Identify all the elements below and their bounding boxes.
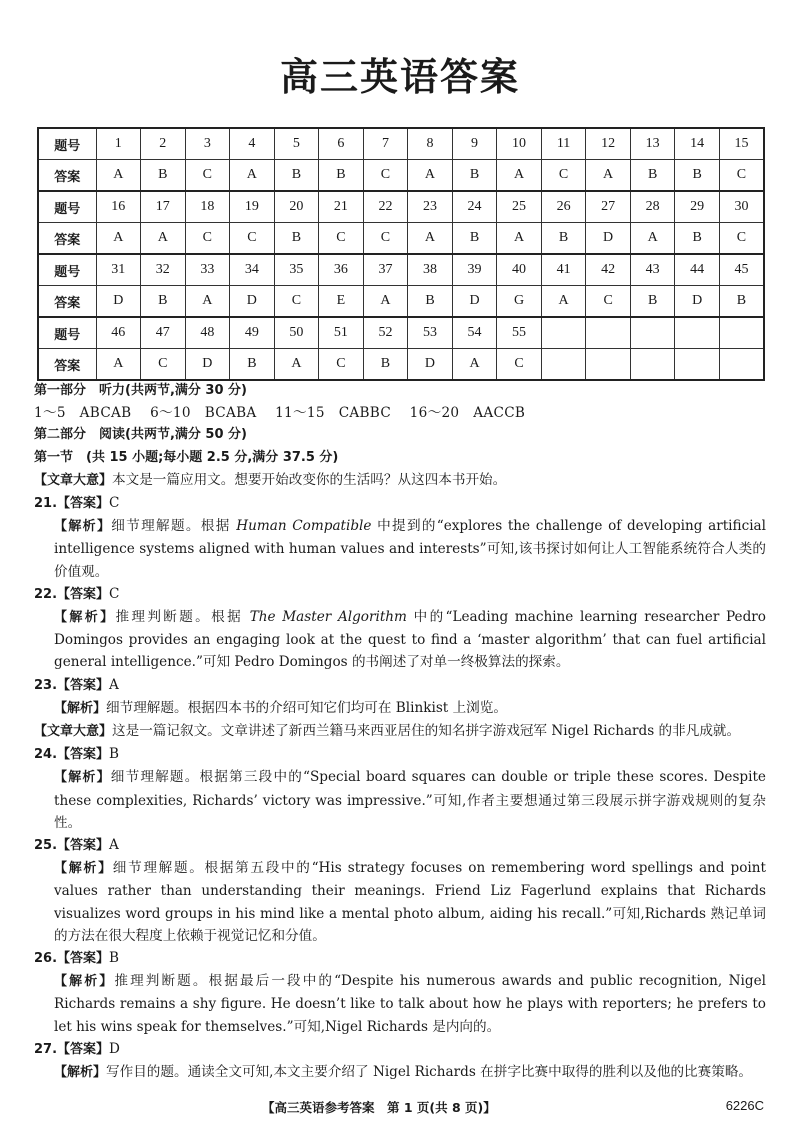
question-number-cell: 50	[274, 317, 319, 349]
answer-row	[38, 286, 764, 318]
question-number-cell: 36	[319, 254, 364, 286]
passage-b-summary: 【文章大意】这是一篇记叙文。文章讲述了新西兰籍马来西亚居住的知名拼字游戏冠军 Nigel Richards 的非凡成就。	[34, 723, 741, 740]
question-number-cell: 52	[363, 317, 408, 349]
question-number-cell: 38	[408, 254, 453, 286]
question-number-cell: 37	[363, 254, 408, 286]
answer-cell: B	[675, 223, 720, 255]
answer-cell: A	[586, 160, 631, 192]
answer-cell: D	[230, 286, 275, 318]
answer-cell: D	[185, 349, 230, 381]
part2-heading: 第二部分 阅读(共两节,满分 50 分)	[34, 427, 247, 443]
answer-cell: A	[541, 286, 586, 318]
question-number-cell: 48	[185, 317, 230, 349]
answer-cell: B	[675, 160, 720, 192]
question-number-cell: 29	[675, 191, 720, 223]
question-label-cell: 题号	[38, 191, 96, 223]
question-number-cell	[719, 317, 764, 349]
answer-label-cell: 答案	[38, 349, 96, 381]
question-number-row	[38, 317, 764, 349]
answer-cell: G	[497, 286, 542, 318]
question-number-cell: 1	[96, 128, 141, 160]
answer-cell: B	[141, 160, 186, 192]
question-number-cell: 41	[541, 254, 586, 286]
question-number-cell: 21	[319, 191, 364, 223]
question-number-cell: 35	[274, 254, 319, 286]
section1-heading: 第一节 (共 15 小题;每小题 2.5 分,满分 37.5 分)	[34, 449, 339, 465]
answer-cell: A	[452, 349, 497, 381]
answer-cell: B	[141, 286, 186, 318]
question-number-cell	[541, 317, 586, 349]
q25-answer: 25.【答案】A	[34, 837, 119, 854]
answer-cell: B	[541, 223, 586, 255]
answer-cell: C	[230, 223, 275, 255]
question-number-cell: 55	[497, 317, 542, 349]
answer-label-cell: 答案	[38, 286, 96, 318]
answer-row	[38, 349, 764, 381]
answer-cell: B	[452, 160, 497, 192]
answer-cell	[719, 349, 764, 381]
question-number-cell: 3	[185, 128, 230, 160]
q27-answer: 27.【答案】D	[34, 1040, 120, 1057]
answer-cell: C	[319, 223, 364, 255]
question-number-cell: 20	[274, 191, 319, 223]
q26-explanation: 【解析】推理判断题。根据最后一段中的“Despite his numerous awards and public recognition, Nigel Richards remains a shy figure. He doesn’t like to talk about how he plays with reporters; he prefers to let his wins speak for themselves.”可知,Nigel Richards 是内向的。	[54, 973, 766, 1035]
question-number-cell: 51	[319, 317, 364, 349]
answer-cell: B	[274, 223, 319, 255]
question-number-cell: 10	[497, 128, 542, 160]
answer-cell: C	[185, 160, 230, 192]
question-number-cell: 54	[452, 317, 497, 349]
answer-cell: C	[719, 223, 764, 255]
question-number-cell: 23	[408, 191, 453, 223]
question-number-cell: 14	[675, 128, 720, 160]
answer-cell: C	[541, 160, 586, 192]
question-number-cell: 43	[630, 254, 675, 286]
answer-cell: A	[408, 160, 453, 192]
listening-group: 11～15 CABBC	[275, 405, 392, 422]
question-number-cell: 7	[363, 128, 408, 160]
footer-code: 6226C	[725, 1098, 764, 1113]
question-number-cell: 33	[185, 254, 230, 286]
answer-cell: A	[630, 223, 675, 255]
answer-cell: A	[408, 223, 453, 255]
answer-label-cell: 答案	[38, 160, 96, 192]
answer-cell: B	[408, 286, 453, 318]
question-number-cell: 18	[185, 191, 230, 223]
question-number-cell	[630, 317, 675, 349]
answer-cell: E	[319, 286, 364, 318]
answer-cell: A	[141, 223, 186, 255]
part1-heading: 第一部分 听力(共两节,满分 30 分)	[34, 383, 247, 398]
question-number-cell: 26	[541, 191, 586, 223]
question-number-row	[38, 128, 764, 160]
answer-cell: D	[408, 349, 453, 381]
question-number-cell: 53	[408, 317, 453, 349]
question-number-cell: 40	[497, 254, 542, 286]
answer-cell: B	[363, 349, 408, 381]
answer-cell: A	[363, 286, 408, 318]
question-number-cell: 4	[230, 128, 275, 160]
q27-explanation: 【解析】写作目的题。通读全文可知,本文主要介绍了 Nigel Richards 在拼字比赛中取得的胜利以及他的比赛策略。	[54, 1064, 753, 1081]
answer-label-cell: 答案	[38, 223, 96, 255]
question-number-cell: 30	[719, 191, 764, 223]
question-number-cell	[586, 317, 631, 349]
answer-cell: C	[497, 349, 542, 381]
question-number-cell: 46	[96, 317, 141, 349]
q23-explanation: 【解析】细节理解题。根据四本书的介绍可知它们均可在 Blinkist 上浏览。	[54, 699, 507, 716]
answer-cell: C	[141, 349, 186, 381]
answer-cell: D	[452, 286, 497, 318]
question-number-row	[38, 254, 764, 286]
passage-a-summary: 【文章大意】本文是一篇应用文。想要开始改变你的生活吗？从这四本书开始。	[34, 471, 507, 488]
q26-answer: 26.【答案】B	[34, 950, 120, 967]
question-number-cell: 25	[497, 191, 542, 223]
listening-group: 6～10 BCABA	[150, 405, 257, 422]
answer-cell: A	[96, 160, 141, 192]
q24-answer: 24.【答案】B	[34, 746, 120, 763]
question-number-cell: 9	[452, 128, 497, 160]
answer-cell	[541, 349, 586, 381]
answer-cell: B	[630, 160, 675, 192]
answer-cell: A	[96, 349, 141, 381]
question-number-cell: 28	[630, 191, 675, 223]
answer-cell	[675, 349, 720, 381]
question-number-cell: 47	[141, 317, 186, 349]
q22-explanation: 【解析】推理判断题。根据 The Master Algorithm 中的“Leading machine learning researcher Pedro Domingos provides an engaging look at the quest to find a ‘master algorithm’ that can fuel artificial general intelligence.”可知 Pedro Domingos 的书阐述了对单一终极算法的探索。	[54, 609, 766, 671]
question-number-cell: 39	[452, 254, 497, 286]
answer-cell: D	[586, 223, 631, 255]
answer-cell: C	[274, 286, 319, 318]
answer-table	[37, 127, 765, 381]
question-number-cell: 11	[541, 128, 586, 160]
question-label-cell: 题号	[38, 317, 96, 349]
answer-cell: B	[319, 160, 364, 192]
answer-row	[38, 223, 764, 255]
answer-cell: A	[274, 349, 319, 381]
answer-cell	[586, 349, 631, 381]
question-number-cell: 19	[230, 191, 275, 223]
answer-cell	[630, 349, 675, 381]
answer-cell: B	[719, 286, 764, 318]
answer-cell: A	[96, 223, 141, 255]
answer-cell: A	[230, 160, 275, 192]
page-title: 高三英语答案	[279, 55, 520, 99]
question-number-cell: 2	[141, 128, 186, 160]
question-number-cell: 27	[586, 191, 631, 223]
answer-cell: C	[363, 223, 408, 255]
question-number-cell: 32	[141, 254, 186, 286]
answer-cell: D	[675, 286, 720, 318]
footer-page-info: 【高三英语参考答案 第 1 页(共 8 页)】	[262, 1100, 496, 1115]
listening-answers	[34, 402, 766, 424]
question-number-cell: 34	[230, 254, 275, 286]
answer-cell: B	[274, 160, 319, 192]
question-number-cell: 24	[452, 191, 497, 223]
q22-answer: 22.【答案】C	[34, 585, 120, 602]
q25-explanation: 【解析】细节理解题。根据第五段中的“His strategy focuses on remembering word spellings and point values rather than understanding their meanings. Friend Liz Fagerlund explains that Richards visualizes word groups in his mind like a mental photo album, aiding his recall.”可知,Richards 熟记单词的方法在很大程度上依赖于视觉记忆和分值。	[54, 860, 766, 944]
listening-group: 1～5 ABCAB	[34, 405, 132, 422]
question-number-cell: 44	[675, 254, 720, 286]
answer-cell: C	[719, 160, 764, 192]
question-label-cell: 题号	[38, 254, 96, 286]
question-label-cell: 题号	[38, 128, 96, 160]
answer-cell: B	[630, 286, 675, 318]
q23-answer: 23.【答案】A	[34, 676, 119, 693]
question-number-cell: 15	[719, 128, 764, 160]
q21-explanation: 【解析】细节理解题。根据 Human Compatible 中提到的“explores the challenge of developing artificial intelligence systems aligned with human values and interests”可知,该书探讨如何让人工智能系统符合人类的价值观。	[54, 518, 766, 580]
answer-cell: C	[586, 286, 631, 318]
question-number-cell: 22	[363, 191, 408, 223]
listening-group: 16～20 AACCB	[409, 405, 526, 422]
question-number-cell: 45	[719, 254, 764, 286]
question-number-cell	[675, 317, 720, 349]
answer-cell: C	[185, 223, 230, 255]
answer-row	[38, 160, 764, 192]
question-number-cell: 16	[96, 191, 141, 223]
answer-cell: A	[497, 160, 542, 192]
question-number-cell: 5	[274, 128, 319, 160]
question-number-cell: 49	[230, 317, 275, 349]
question-number-cell: 8	[408, 128, 453, 160]
answer-cell: B	[452, 223, 497, 255]
question-number-cell: 31	[96, 254, 141, 286]
question-number-row	[38, 191, 764, 223]
answer-cell: C	[319, 349, 364, 381]
answer-cell: A	[185, 286, 230, 318]
q21-answer: 21.【答案】C	[34, 495, 120, 512]
answer-cell: C	[363, 160, 408, 192]
q24-explanation: 【解析】细节理解题。根据第三段中的“Special board squares can double or triple these scores. Despite these complexities, Richards’ victory was impressive.”可知,作者主要想通过第三段展示拼字游戏规则的复杂性。	[54, 769, 766, 831]
question-number-cell: 42	[586, 254, 631, 286]
answer-cell: B	[230, 349, 275, 381]
answer-cell: A	[497, 223, 542, 255]
question-number-cell: 12	[586, 128, 631, 160]
question-number-cell: 6	[319, 128, 364, 160]
answer-content	[34, 380, 766, 1084]
question-number-cell: 17	[141, 191, 186, 223]
answer-cell: D	[96, 286, 141, 318]
question-number-cell: 13	[630, 128, 675, 160]
